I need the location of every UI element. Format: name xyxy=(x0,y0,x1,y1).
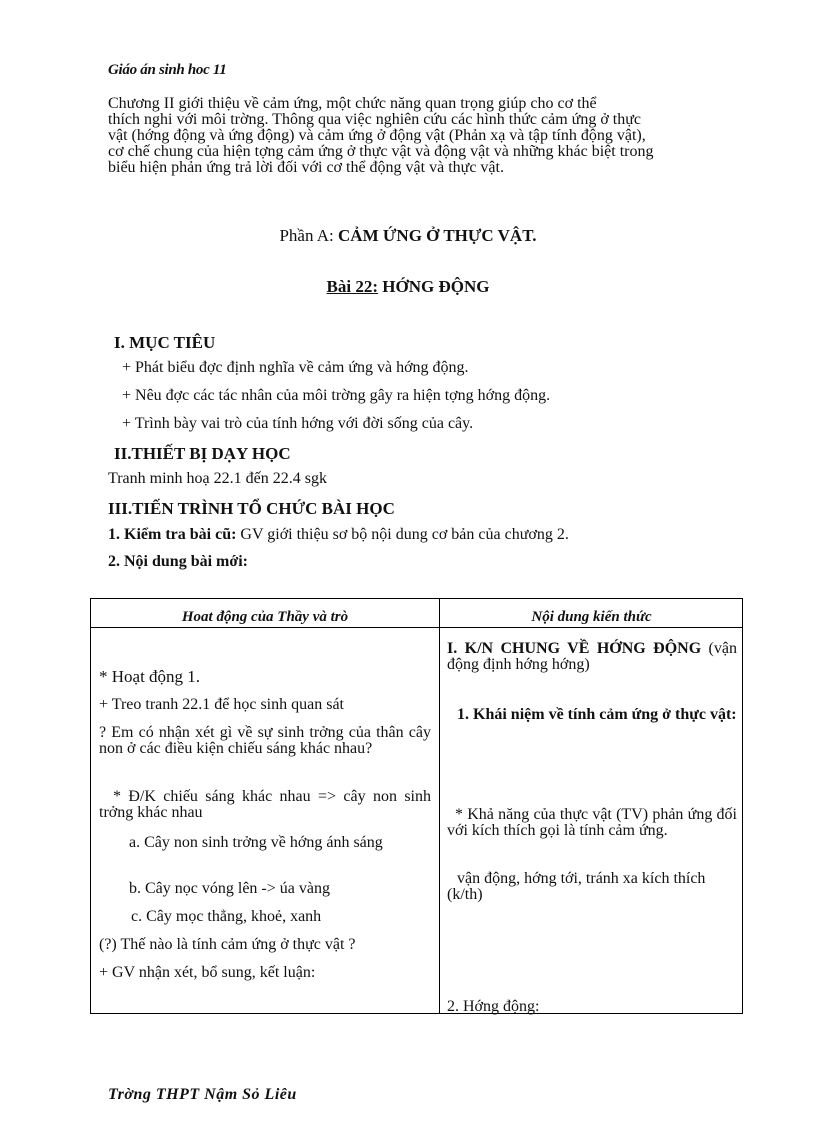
activity-line: c. Cây mọc thẳng, khoẻ, xanh xyxy=(131,908,322,925)
intro-line: cơ chế chung của hiện tợng cảm ứng ở thực vật và động vật và những khác biệt trong xyxy=(108,143,654,160)
knowledge-subheading-2: 2. Hớng động: xyxy=(447,998,540,1015)
activity-line: + Treo tranh 22.1 để học sinh quan sát xyxy=(99,696,344,713)
lesson-table xyxy=(90,598,743,1014)
part-heading xyxy=(0,226,816,246)
activity-line: b. Cây nọc vóng lên -> úa vàng xyxy=(129,880,330,897)
equipment-text: Tranh minh hoạ 22.1 đến 22.4 sgk xyxy=(108,470,327,487)
header-divider xyxy=(91,627,742,628)
step1-label: 1. Kiểm tra bài cũ: xyxy=(108,526,237,543)
step-new-lesson xyxy=(108,553,248,571)
intro-line: thích nghi với môi trờng. Thông qua việc nghiên cứu các hình thức cảm ứng ở thực xyxy=(108,111,641,128)
document-footer: Trờng THPT Nậm Sỏ Liêu xyxy=(108,1086,297,1103)
knowledge-heading-bold: I. K/N CHUNG VỀ HỚNG ĐỘNG xyxy=(447,640,702,657)
intro-line: Chương II giới thiệu về cảm ứng, một chức năng quan trọng giúp cho cơ thể xyxy=(108,95,597,112)
column-divider xyxy=(439,599,440,1013)
knowledge-line: * Khả năng của thực vật (TV) phản ứng đối với kích thích gọi là tính cảm ứng. xyxy=(447,806,737,839)
col-header-activity: Hoat động của Thầy và trò xyxy=(181,609,349,625)
objective-item: + Phát biểu đợc định nghĩa về cảm ứng và hớng động. xyxy=(122,359,469,376)
part-title: CẢM ỨNG Ở THỰC VẬT. xyxy=(338,226,537,245)
lesson-title: HỚNG ĐỘNG xyxy=(378,277,490,296)
knowledge-heading xyxy=(447,641,737,673)
lesson-heading xyxy=(0,277,816,297)
activity-line: ? Em có nhận xét gì về sự sinh trởng của thân cây non ở các điều kiện chiếu sáng khác nhau? xyxy=(99,724,431,757)
activity-title: * Hoạt động 1. xyxy=(99,667,201,686)
knowledge-line: vận động, hớng tới, tránh xa kích thích (k/th) xyxy=(447,870,706,903)
step2-label: 2. Nội dung bài mới: xyxy=(108,553,248,570)
activity-line: * Đ/K chiếu sáng khác nhau => cây non sinh trởng khác nhau xyxy=(99,788,431,821)
objective-item: + Trình bày vai trò của tính hớng với đời sống của cây. xyxy=(122,415,474,432)
intro-line: biểu hiện phản ứng trả lời đối với cơ thể động vật và thực vật. xyxy=(108,159,504,176)
lesson-label: Bài 22: xyxy=(326,277,379,296)
knowledge-subheading: 1. Khái niệm về tính cảm ứng ở thực vật: xyxy=(457,706,737,723)
step-old-lesson xyxy=(108,526,569,544)
activity-line: a. Cây non sinh trởng về hớng ánh sáng xyxy=(129,834,383,851)
activity-line: (?) Thế nào là tính cảm ứng ở thực vật ? xyxy=(99,936,356,953)
part-label: Phần A: xyxy=(279,226,339,245)
knowledge-heading-rest: (vận động định hớng hớng) xyxy=(447,640,737,673)
intro-paragraph xyxy=(108,96,788,176)
objective-item: + Nêu đợc các tác nhân của môi trờng gây ra hiện tợng hớng động. xyxy=(122,387,551,404)
step1-text: GV giới thiệu sơ bộ nội dung cơ bản của chương 2. xyxy=(236,526,569,543)
section-equipment-title: II.THIẾT BỊ DẠY HỌC xyxy=(114,444,291,463)
section-objectives-title: I. MỤC TIÊU xyxy=(114,333,216,352)
col-header-knowledge: Nội dung kiến thức xyxy=(531,609,652,625)
intro-line: vật (hớng động và ứng động) và cảm ứng ở động vật (Phản xạ và tập tính động vật), xyxy=(108,127,646,144)
section-process-title: III.TIẾN TRÌNH TỔ CHỨC BÀI HỌC xyxy=(108,499,395,518)
activity-line: + GV nhận xét, bổ sung, kết luận: xyxy=(99,964,316,981)
document-header: Giáo án sinh hoc 11 xyxy=(108,62,227,78)
